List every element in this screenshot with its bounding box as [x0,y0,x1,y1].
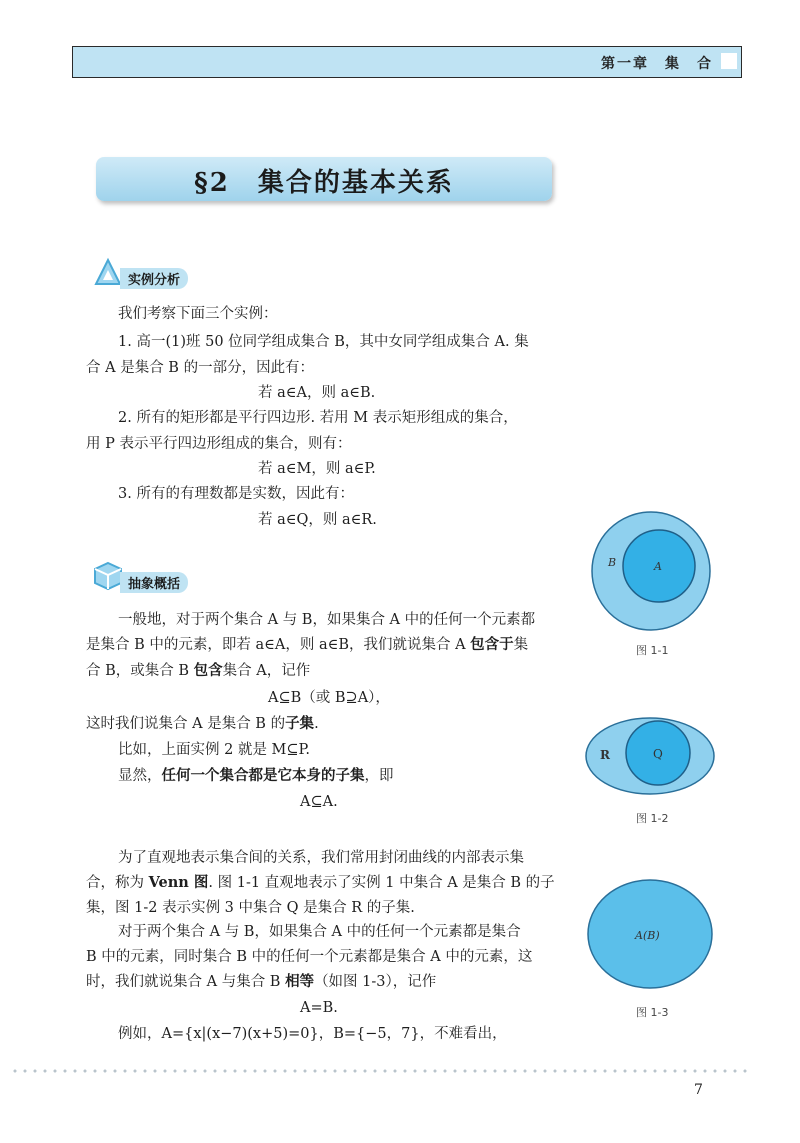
text-line: B 中的元素，同时集合 B 中的任何一个元素都是集合 A 中的元素，这 [86,949,533,965]
page-number: 7 [694,1082,703,1098]
venn-figure-1-1 [590,510,712,632]
formula-line: A⊆A. [300,794,338,810]
text-line: 为了直观地表示集合间的关系，我们常用封闭曲线的内部表示集 [118,850,524,866]
formula-line: 若 a∈A，则 a∈B. [258,385,376,401]
text-line: 合 B，或集合 B 包含集合 A，记作 [86,662,311,679]
text-line: 3. 所有的有理数都是实数，因此有： [118,486,354,502]
tag-abstraction-label: 抽象概括 [120,572,188,593]
term-subset: 子集 [285,715,315,732]
chapter-title: 第一章 集 合 [601,56,713,72]
term-venn-diagram: Venn 图 [148,874,209,891]
section-banner [96,157,552,201]
formula-line: 若 a∈Q，则 a∈R. [258,512,377,528]
statement-self-subset: 任何一个集合都是它本身的子集 [161,767,365,784]
header-square-decoration [721,53,737,69]
venn-figure-1-2 [584,716,716,796]
chapter-header-bar [72,46,742,78]
formula-line: A⊆B（或 B⊇A）， [268,690,390,706]
text-line: 显然，任何一个集合都是它本身的子集，即 [118,767,394,784]
text-line: 这时我们说集合 A 是集合 B 的子集. [86,715,319,732]
term-subset-of: 包含于 [470,636,514,653]
figure-caption: 图 1-2 [636,812,669,825]
text-line: 一般地，对于两个集合 A 与 B，如果集合 A 中的任何一个元素都 [118,612,536,628]
venn-outer-label: B [608,556,617,569]
text-line: 2. 所有的矩形都是平行四边形. 若用 M 表示矩形组成的集合， [118,410,518,426]
formula-line: 若 a∈M，则 a∈P. [258,461,376,477]
term-contains: 包含 [193,662,223,679]
text-line: 对于两个集合 A 与 B，如果集合 A 中的任何一个元素都是集合 [118,924,521,940]
term-equal: 相等 [285,973,315,990]
text-line: 1. 高一(1)班 50 位同学组成集合 B，其中女同学组成集合 A. 集 [118,334,529,350]
text-line: 合，称为 Venn 图. 图 1-1 直观地表示了实例 1 中集合 A 是集合 B 的子 [86,874,555,891]
figure-caption: 图 1-1 [636,644,669,657]
footer-dotted-rule [10,1069,750,1073]
tag-examples-label: 实例分析 [120,268,188,289]
venn-inner-label: A [654,560,662,573]
text-line: 我们考察下面三个实例： [118,306,278,322]
text-line: 时，我们就说集合 A 与集合 B 相等（如图 1-3），记作 [86,973,437,990]
section-title: §2 集合的基本关系 [194,168,454,198]
venn-equal-label: A(B) [635,929,660,942]
venn-figure-1-3 [586,878,714,990]
text-line: 用 P 表示平行四边形组成的集合，则有： [86,436,352,452]
text-line: 比如，上面实例 2 就是 M⊆P. [118,742,310,758]
formula-line: A=B. [300,1000,338,1016]
venn-inner-label: Q [653,747,663,761]
venn-outer-label: R [600,748,610,762]
text-line: 例如，A={x|(x−7)(x+5)=0}，B={−5，7}，不难看出， [118,1026,507,1042]
text-line: 合 A 是集合 B 的一部分，因此有： [86,360,315,376]
figure-caption: 图 1-3 [636,1006,669,1019]
text-line: 集，图 1-2 表示实例 3 中集合 Q 是集合 R 的子集. [86,900,415,916]
text-line: 是集合 B 中的元素，即若 a∈A，则 a∈B，我们就说集合 A 包含于集 [86,636,529,653]
